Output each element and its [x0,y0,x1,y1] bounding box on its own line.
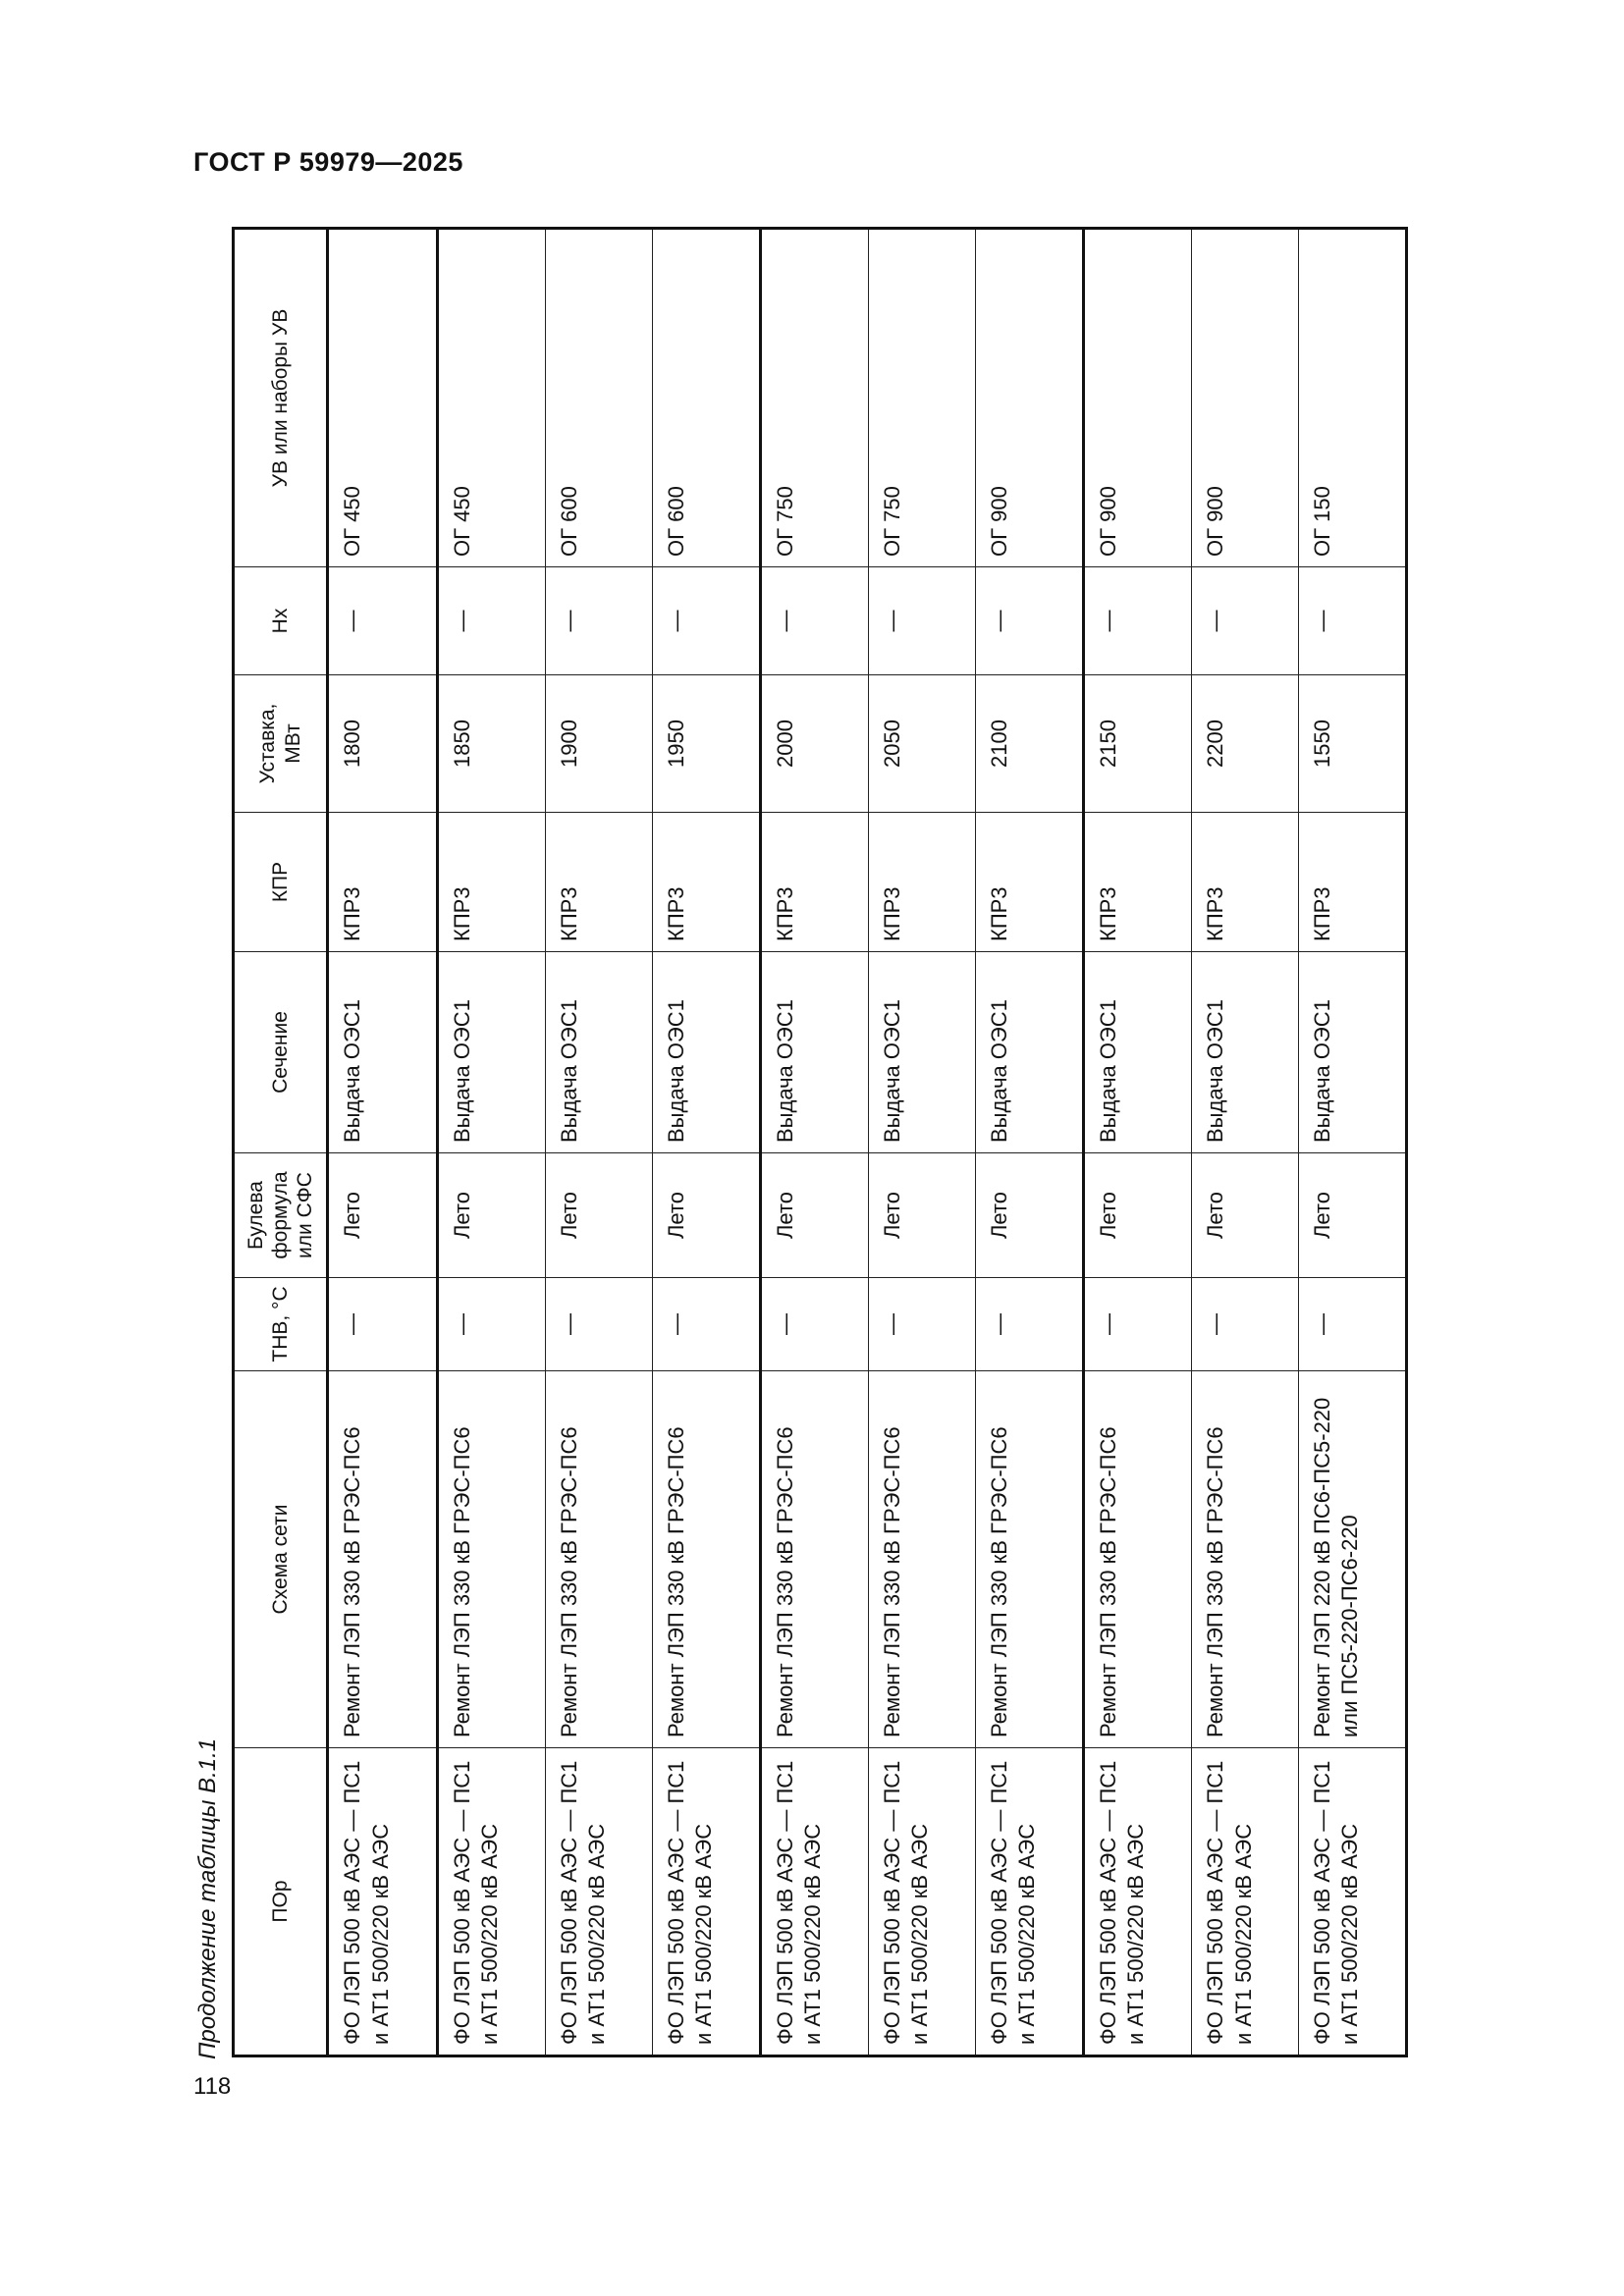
table-row [975,229,1083,2056]
cell-bool-formula: Лето [437,1153,545,1278]
cell-nx: — [1191,567,1298,675]
cell-ustavka: 1950 [652,675,760,813]
table-row [437,229,545,2056]
table-body [328,229,1407,2056]
cell-uv: ОГ 150 [1298,229,1406,567]
cell-section: Выдача ОЭС1 [975,952,1083,1153]
header-tnv: ТНВ, °С [234,1278,328,1371]
cell-ustavka: 1550 [1298,675,1406,813]
cell-tnv: — [975,1278,1083,1371]
cell-scheme: Ремонт ЛЭП 330 кВ ГРЭС-ПС6 [652,1371,760,1748]
cell-bool-formula: Лето [1298,1153,1406,1278]
cell-uv: ОГ 450 [328,229,438,567]
header-ustavka: Уставка, МВт [234,675,328,813]
cell-kpr: КПР3 [328,813,438,952]
cell-ustavka: 2100 [975,675,1083,813]
cell-kpr: КПР3 [437,813,545,952]
cell-uv: ОГ 900 [1083,229,1191,567]
cell-kpr: КПР3 [868,813,975,952]
cell-bool-formula: Лето [760,1153,868,1278]
cell-scheme: Ремонт ЛЭП 330 кВ ГРЭС-ПС6 [1083,1371,1191,1748]
cell-scheme: Ремонт ЛЭП 330 кВ ГРЭС-ПС6 [545,1371,652,1748]
cell-ustavka: 2000 [760,675,868,813]
cell-tnv: — [868,1278,975,1371]
cell-por: ФО ЛЭП 500 кВ АЭС — ПС1 и АТ1 500/220 кВ АЭС [328,1748,438,2056]
cell-ustavka: 2200 [1191,675,1298,813]
cell-section: Выдача ОЭС1 [545,952,652,1153]
cell-nx: — [760,567,868,675]
cell-bool-formula: Лето [328,1153,438,1278]
cell-por: ФО ЛЭП 500 кВ АЭС — ПС1 и АТ1 500/220 кВ АЭС [652,1748,760,2056]
cell-kpr: КПР3 [1083,813,1191,952]
header-section: Сечение [234,952,328,1153]
cell-bool-formula: Лето [1191,1153,1298,1278]
cell-section: Выдача ОЭС1 [652,952,760,1153]
cell-section: Выдача ОЭС1 [1191,952,1298,1153]
header-bool-formula: Булева формула или СФС [234,1153,328,1278]
cell-por: ФО ЛЭП 500 кВ АЭС — ПС1 и АТ1 500/220 кВ АЭС [1083,1748,1191,2056]
cell-nx: — [868,567,975,675]
cell-tnv: — [1083,1278,1191,1371]
cell-por: ФО ЛЭП 500 кВ АЭС — ПС1 и АТ1 500/220 кВ АЭС [1298,1748,1406,2056]
cell-nx: — [1083,567,1191,675]
cell-nx: — [652,567,760,675]
cell-scheme: Ремонт ЛЭП 220 кВ ПС6-ПС5-220 или ПС5-220-ПС6-220 [1298,1371,1406,1748]
cell-tnv: — [1191,1278,1298,1371]
cell-tnv: — [328,1278,438,1371]
cell-nx: — [328,567,438,675]
table-container [232,230,1408,2057]
cell-tnv: — [652,1278,760,1371]
cell-ustavka: 1800 [328,675,438,813]
cell-nx: — [437,567,545,675]
cell-por: ФО ЛЭП 500 кВ АЭС — ПС1 и АТ1 500/220 кВ АЭС [1191,1748,1298,2056]
cell-kpr: КПР3 [545,813,652,952]
cell-scheme: Ремонт ЛЭП 330 кВ ГРЭС-ПС6 [868,1371,975,1748]
cell-section: Выдача ОЭС1 [1083,952,1191,1153]
cell-bool-formula: Лето [652,1153,760,1278]
cell-bool-formula: Лето [868,1153,975,1278]
header-por: ПОр [234,1748,328,2056]
cell-ustavka: 1850 [437,675,545,813]
table-row [868,229,975,2056]
cell-scheme: Ремонт ЛЭП 330 кВ ГРЭС-ПС6 [437,1371,545,1748]
cell-uv: ОГ 900 [1191,229,1298,567]
cell-scheme: Ремонт ЛЭП 330 кВ ГРЭС-ПС6 [760,1371,868,1748]
cell-uv: ОГ 600 [652,229,760,567]
cell-por: ФО ЛЭП 500 кВ АЭС — ПС1 и АТ1 500/220 кВ АЭС [545,1748,652,2056]
header-row [234,229,328,2056]
cell-por: ФО ЛЭП 500 кВ АЭС — ПС1 и АТ1 500/220 кВ АЭС [975,1748,1083,2056]
cell-scheme: Ремонт ЛЭП 330 кВ ГРЭС-ПС6 [328,1371,438,1748]
page-number: 118 [193,2073,232,2100]
table-row [760,229,868,2056]
table-row [545,229,652,2056]
cell-bool-formula: Лето [1083,1153,1191,1278]
cell-por: ФО ЛЭП 500 кВ АЭС — ПС1 и АТ1 500/220 кВ АЭС [760,1748,868,2056]
cell-tnv: — [437,1278,545,1371]
cell-section: Выдача ОЭС1 [328,952,438,1153]
cell-kpr: КПР3 [1191,813,1298,952]
cell-uv: ОГ 900 [975,229,1083,567]
cell-scheme: Ремонт ЛЭП 330 кВ ГРЭС-ПС6 [1191,1371,1298,1748]
cell-bool-formula: Лето [975,1153,1083,1278]
table-caption: Продолжение таблицы В.1.1 [194,1737,221,2059]
cell-por: ФО ЛЭП 500 кВ АЭС — ПС1 и АТ1 500/220 кВ АЭС [868,1748,975,2056]
cell-tnv: — [760,1278,868,1371]
cell-tnv: — [1298,1278,1406,1371]
table-header [234,229,328,2056]
cell-section: Выдача ОЭС1 [760,952,868,1153]
cell-tnv: — [545,1278,652,1371]
cell-uv: ОГ 600 [545,229,652,567]
rotated-table-frame [232,230,1408,2057]
header-uv: УВ или наборы УВ [234,229,328,567]
cell-ustavka: 2050 [868,675,975,813]
table-row [1083,229,1191,2056]
cell-nx: — [1298,567,1406,675]
header-kpr: КПР [234,813,328,952]
table-row [328,229,438,2056]
data-table [232,227,1408,2057]
cell-kpr: КПР3 [1298,813,1406,952]
cell-ustavka: 2150 [1083,675,1191,813]
cell-section: Выдача ОЭС1 [437,952,545,1153]
cell-nx: — [975,567,1083,675]
cell-section: Выдача ОЭС1 [868,952,975,1153]
cell-bool-formula: Лето [545,1153,652,1278]
table-row [1191,229,1298,2056]
table-row [1298,229,1406,2056]
table-row [652,229,760,2056]
header-nx: Нх [234,567,328,675]
cell-uv: ОГ 750 [868,229,975,567]
cell-uv: ОГ 750 [760,229,868,567]
cell-kpr: КПР3 [975,813,1083,952]
document-code: ГОСТ Р 59979—2025 [193,147,463,177]
cell-ustavka: 1900 [545,675,652,813]
cell-uv: ОГ 450 [437,229,545,567]
cell-scheme: Ремонт ЛЭП 330 кВ ГРЭС-ПС6 [975,1371,1083,1748]
header-scheme: Схема сети [234,1371,328,1748]
cell-kpr: КПР3 [652,813,760,952]
cell-por: ФО ЛЭП 500 кВ АЭС — ПС1 и АТ1 500/220 кВ АЭС [437,1748,545,2056]
cell-section: Выдача ОЭС1 [1298,952,1406,1153]
cell-nx: — [545,567,652,675]
cell-kpr: КПР3 [760,813,868,952]
